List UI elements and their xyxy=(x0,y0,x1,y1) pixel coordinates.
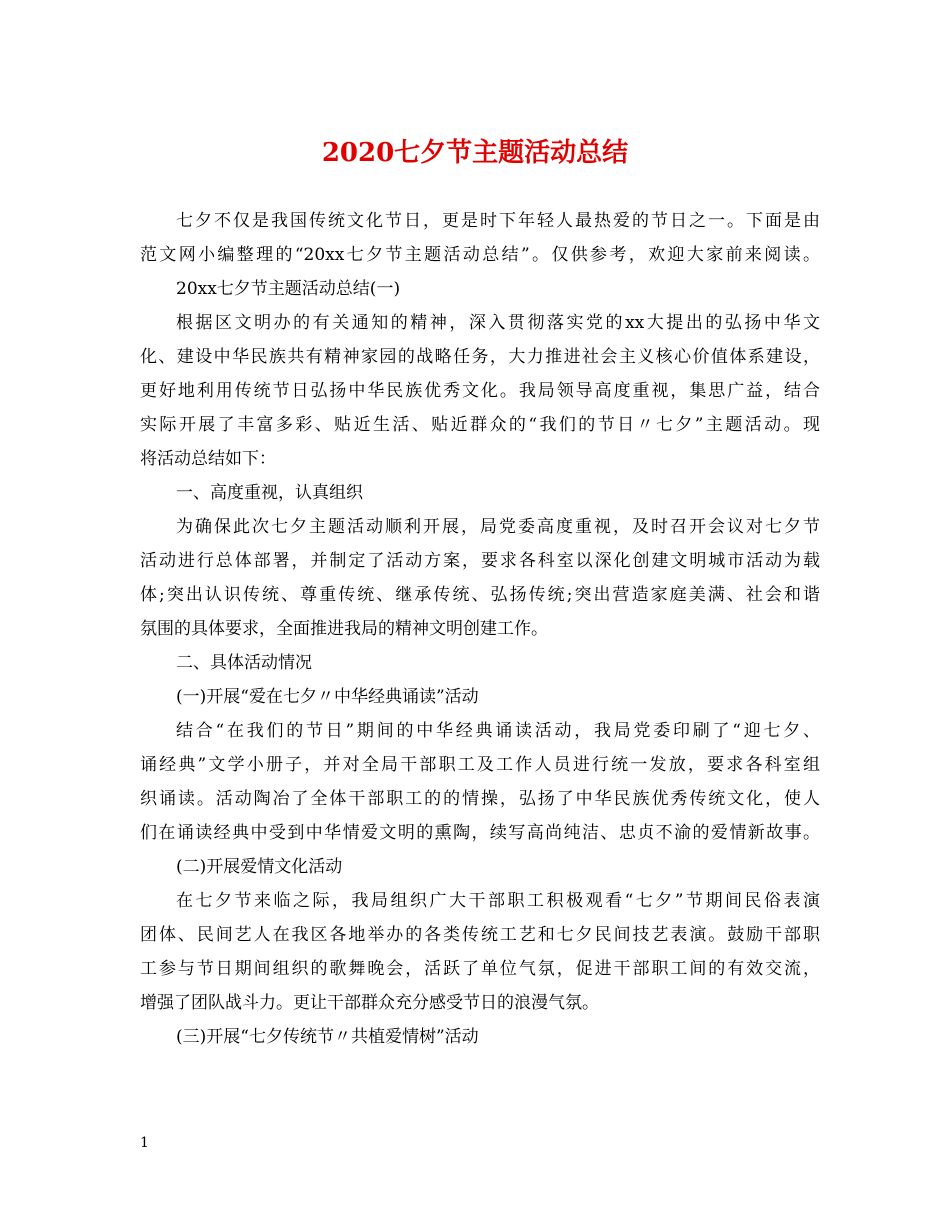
paragraph-line: 诵经典”文学小册子，并对全局干部职工及工作人员进行统一发放，要求各科室组 xyxy=(140,755,820,775)
paragraph-line: 织诵读。活动陶冶了全体干部职工的的情操，弘扬了中华民族优秀传统文化，使人 xyxy=(140,789,820,809)
page-number: 1 xyxy=(140,1135,149,1151)
paragraph-line: 实际开展了丰富多彩、贴近生活、贴近群众的“我们的节日〃七夕”主题活动。现 xyxy=(140,415,820,435)
document-body xyxy=(140,204,820,1054)
section-heading: 20xx七夕节主题活动总结(一) xyxy=(176,279,401,299)
paragraph-line: 化、建设中华民族共有精神家园的战略任务，大力推进社会主义核心价值体系建设， xyxy=(140,347,820,367)
paragraph-line: 体;突出认识传统、尊重传统、继承传统、弘扬传统;突出营造家庭美满、社会和谐 xyxy=(140,585,820,605)
paragraph-line: 在七夕节来临之际，我局组织广大干部职工积极观看“七夕”节期间民俗表演 xyxy=(176,891,820,911)
paragraph-line: 结合“在我们的节日”期间的中华经典诵读活动，我局党委印刷了“迎七夕、 xyxy=(176,721,820,741)
subsection-heading: (三)开展“七夕传统节〃共植爱情树”活动 xyxy=(176,1027,479,1047)
paragraph-line: 范文网小编整理的“20xx七夕节主题活动总结”。仅供参考，欢迎大家前来阅读。 xyxy=(140,245,820,265)
paragraph-line: 们在诵读经典中受到中华情爱文明的熏陶，续写高尚纯洁、忠贞不渝的爱情新故事。 xyxy=(140,823,820,843)
subsection-heading: (二)开展爱情文化活动 xyxy=(176,857,343,877)
paragraph-line: 活动进行总体部署，并制定了活动方案，要求各科室以深化创建文明城市活动为载 xyxy=(140,551,820,571)
paragraph-line: 七夕不仅是我国传统文化节日，更是时下年轻人最热爱的节日之一。下面是由 xyxy=(176,211,820,231)
subsection-heading: (一)开展“爱在七夕〃中华经典诵读”活动 xyxy=(176,687,479,707)
paragraph-line: 将活动总结如下： xyxy=(140,449,276,469)
paragraph-line: 氛围的具体要求，全面推进我局的精神文明创建工作。 xyxy=(140,619,548,639)
document-title: 2020七夕节主题活动总结 xyxy=(321,138,629,168)
paragraph-line: 更好地利用传统节日弘扬中华民族优秀文化。我局领导高度重视，集思广益，结合 xyxy=(140,381,820,401)
paragraph-line: 团体、民间艺人在我区各地举办的各类传统工艺和七夕民间技艺表演。鼓励干部职 xyxy=(140,925,820,945)
paragraph-line: 根据区文明办的有关通知的精神，深入贯彻落实党的xx大提出的弘扬中华文 xyxy=(176,313,820,333)
paragraph-line: 为确保此次七夕主题活动顺利开展，局党委高度重视，及时召开会议对七夕节 xyxy=(176,517,820,537)
paragraph-line: 增强了团队战斗力。更让干部群众充分感受节日的浪漫气氛。 xyxy=(140,993,599,1013)
section-heading: 一、高度重视，认真组织 xyxy=(176,483,363,503)
section-heading: 二、具体活动情况 xyxy=(176,653,312,673)
paragraph-line: 工参与节日期间组织的歌舞晚会，活跃了单位气氛，促进干部职工间的有效交流， xyxy=(140,959,820,979)
